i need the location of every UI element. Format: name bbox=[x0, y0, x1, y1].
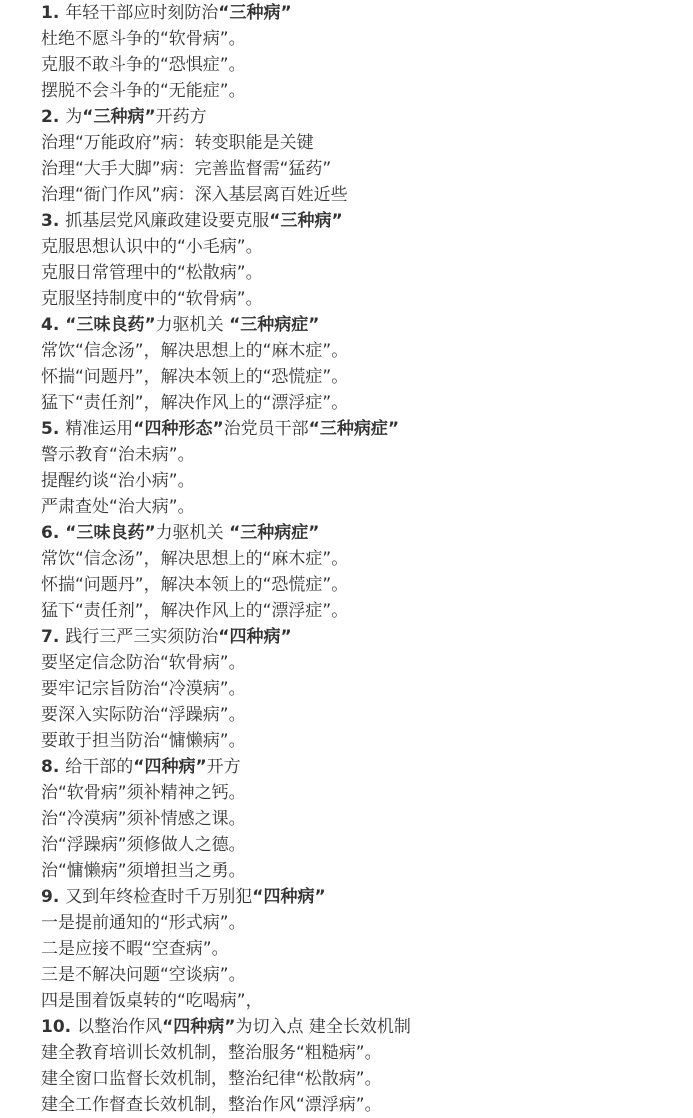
heading-text: “三种病” bbox=[218, 3, 292, 23]
heading-text: 抓基层党风廉政建设要克服 bbox=[65, 211, 270, 231]
list-item: 怀揣“问题丹”，解决本领上的“恐慌症”。 bbox=[41, 367, 349, 387]
list-item: 治理“万能政府”病：转变职能是关键 bbox=[41, 133, 314, 153]
heading-text: 又到年终检查时千万别犯 bbox=[65, 887, 253, 907]
heading-text: 践行三严三实须防治 bbox=[65, 627, 219, 647]
heading-text: “三种病症” bbox=[229, 315, 320, 335]
list-item: 克服日常管理中的“松散病”。 bbox=[41, 263, 263, 283]
heading-text: “三种病” bbox=[82, 107, 156, 127]
list-item: 摆脱不会斗争的“无能症”。 bbox=[41, 81, 246, 101]
list-item: 四是围着饭桌转的“吃喝病”， bbox=[41, 991, 263, 1011]
section-number: 10. bbox=[41, 1017, 72, 1037]
section-heading bbox=[41, 1014, 693, 1040]
section-number: 3. bbox=[41, 211, 60, 231]
list-item: 治理“衙门作风”病：深入基层离百姓近些 bbox=[41, 185, 348, 205]
heading-text: 治党员干部 bbox=[223, 419, 309, 439]
list-item: 治“冷漠病”须补情感之课。 bbox=[41, 809, 246, 829]
section-number: 9. bbox=[41, 887, 60, 907]
list-item: 三是不解决问题“空谈病”。 bbox=[41, 965, 246, 985]
heading-text: 力驱机关 bbox=[155, 523, 230, 543]
heading-text: 为切入点 建全长效机制 bbox=[235, 1017, 411, 1037]
heading-text: 力驱机关 bbox=[155, 315, 230, 335]
list-item: 治理“大手大脚”病：完善监督需“猛药” bbox=[41, 159, 332, 179]
list-item: 要牢记宗旨防治“冷漠病”。 bbox=[41, 679, 246, 699]
heading-text: 给干部的 bbox=[65, 757, 134, 777]
section-heading bbox=[41, 0, 693, 26]
heading-text: “三种病症” bbox=[308, 419, 400, 439]
list-item: 一是提前通知的“形式病”。 bbox=[41, 913, 246, 933]
section-number: 7. bbox=[41, 627, 60, 647]
section-heading bbox=[41, 208, 693, 234]
section-number: 2. bbox=[41, 107, 60, 127]
list-item: 常饮“信念汤”，解决思想上的“麻木症”。 bbox=[41, 549, 349, 569]
heading-text: “三味良药” bbox=[65, 315, 156, 335]
list-item: 怀揣“问题丹”，解决本领上的“恐慌症”。 bbox=[41, 575, 349, 595]
list-item: 要敢于担当防治“慵懒病”。 bbox=[41, 731, 246, 751]
heading-text: “四种形态” bbox=[133, 419, 224, 439]
section-heading bbox=[41, 884, 693, 910]
list-item: 要坚定信念防治“软骨病”。 bbox=[41, 653, 246, 673]
document-body bbox=[41, 0, 693, 1118]
section-heading bbox=[41, 312, 693, 338]
heading-text: 以整治作风 bbox=[77, 1017, 163, 1037]
heading-text: “四种病” bbox=[162, 1017, 236, 1037]
section-number: 5. bbox=[41, 419, 60, 439]
heading-text: “三味良药” bbox=[65, 523, 156, 543]
section-heading bbox=[41, 754, 693, 780]
section-number: 1. bbox=[41, 3, 60, 23]
list-item: 严肃查处“治大病”。 bbox=[41, 497, 195, 517]
list-item: 二是应接不暇“空查病”。 bbox=[41, 939, 229, 959]
heading-text: 开药方 bbox=[155, 107, 207, 127]
heading-text: “四种病” bbox=[133, 757, 207, 777]
list-item: 治“软骨病”须补精神之钙。 bbox=[41, 783, 246, 803]
list-item: 建全工作督查长效机制，整治作风“漂浮病”。 bbox=[41, 1095, 382, 1115]
list-item: 警示教育“治未病”。 bbox=[41, 445, 195, 465]
heading-text: 开方 bbox=[206, 757, 241, 777]
list-item: 常饮“信念汤”，解决思想上的“麻木症”。 bbox=[41, 341, 349, 361]
section-heading bbox=[41, 520, 693, 546]
list-item: 克服坚持制度中的“软骨病”。 bbox=[41, 289, 263, 309]
list-item: 治“浮躁病”须修做人之德。 bbox=[41, 835, 246, 855]
list-item: 要深入实际防治“浮躁病”。 bbox=[41, 705, 246, 725]
heading-text: 为 bbox=[65, 107, 83, 127]
heading-text: “三种病” bbox=[269, 211, 343, 231]
heading-text: 年轻干部应时刻防治 bbox=[65, 3, 219, 23]
heading-text: “三种病症” bbox=[229, 523, 320, 543]
section-heading bbox=[41, 104, 693, 130]
list-item: 建全窗口监督长效机制，整治纪律“松散病”。 bbox=[41, 1069, 382, 1089]
section-heading bbox=[41, 416, 693, 442]
list-item: 治“慵懒病”须增担当之勇。 bbox=[41, 861, 246, 881]
list-item: 克服思想认识中的“小毛病”。 bbox=[41, 237, 263, 257]
heading-text: “四种病” bbox=[218, 627, 292, 647]
list-item: 猛下“责任剂”，解决作风上的“漂浮症”。 bbox=[41, 393, 349, 413]
section-number: 8. bbox=[41, 757, 60, 777]
section-heading bbox=[41, 624, 693, 650]
list-item: 提醒约谈“治小病”。 bbox=[41, 471, 195, 491]
section-number: 6. bbox=[41, 523, 60, 543]
heading-text: “四种病” bbox=[252, 887, 326, 907]
list-item: 猛下“责任剂”，解决作风上的“漂浮症”。 bbox=[41, 601, 349, 621]
heading-text: 精准运用 bbox=[65, 419, 134, 439]
section-number: 4. bbox=[41, 315, 60, 335]
list-item: 克服不敢斗争的“恐惧症”。 bbox=[41, 55, 246, 75]
list-item: 杜绝不愿斗争的“软骨病”。 bbox=[41, 29, 246, 49]
list-item: 建全教育培训长效机制，整治服务“粗糙病”。 bbox=[41, 1043, 382, 1063]
